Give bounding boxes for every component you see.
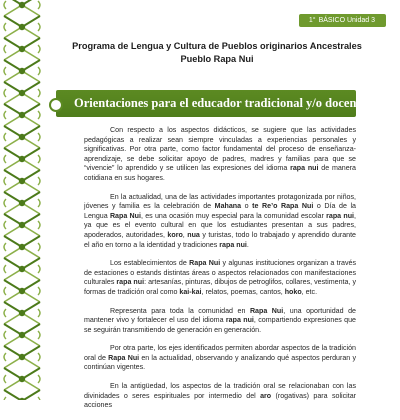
lattice-curl (38, 287, 40, 295)
bold-term: rapa nui (219, 240, 247, 249)
lattice-knot (19, 266, 25, 272)
lattice-curl (4, 331, 6, 339)
text-run: . (246, 240, 249, 249)
lattice-curl (38, 45, 40, 53)
lattice-curl (4, 67, 6, 75)
lattice-curl (4, 287, 6, 295)
text-run: Por otra parte, los ejes identificados permiten abordar aspectos de la tradición oral de (84, 344, 356, 362)
bold-term: aro (260, 391, 272, 400)
bold-term: Rapa Nui (249, 306, 284, 315)
grade-label: 1° (308, 17, 316, 24)
lattice-curl (38, 111, 40, 119)
lattice-curl (4, 133, 6, 141)
bold-term: rapa nui (326, 211, 354, 220)
bold-term: Mahana (214, 202, 242, 211)
section-banner (56, 90, 367, 117)
text-run: en la actualidad, observando y analizando qué aspectos perduran y continúan vigentes. (84, 353, 356, 372)
text-run: , ya que es el evento cultural en que los estudiantes presentan a sus padres, apoderados, autoridades, (84, 211, 356, 239)
text-run: , (182, 230, 188, 239)
text-run: y turistas, todo lo trabajado y aprendido durante el año en torno a la identidad y tradiciones (84, 230, 356, 249)
bold-term: te Re’o Rapa Nui (252, 202, 314, 211)
lattice-curl (38, 177, 40, 185)
lattice-curl (4, 353, 6, 361)
lattice-curl (4, 309, 6, 317)
lattice-curl (4, 265, 6, 273)
lattice-knot (19, 178, 25, 184)
lattice-curl (4, 1, 6, 9)
lattice-curl (38, 309, 40, 317)
text-run: , una oportunidad de mantener vivo y fortalecer el uso del idioma (84, 306, 356, 325)
lattice-curl (4, 177, 6, 185)
lattice-knot (19, 156, 25, 162)
lattice-curl (38, 155, 40, 163)
lattice-knot (19, 288, 25, 294)
unit-tab (299, 14, 386, 27)
text-run: , etc. (301, 287, 318, 296)
text-run: , compartiendo expresiones que se seguirán transmitiendo de generación en generación. (84, 316, 357, 334)
lattice-curl (38, 221, 40, 229)
text-run: Los establecimientos de (110, 259, 190, 268)
program-subtitle: Pueblo Rapa Nui (180, 54, 254, 64)
lattice-knot (19, 200, 25, 206)
text-run: : artesanías, pinturas, dibujos de petroglifos, collares, vestimenta, y formas de tradición oral como (84, 278, 356, 296)
bold-term: koro (167, 230, 183, 239)
unit-label: BÁSICO Unidad 3 (318, 17, 375, 24)
paragraph (84, 382, 356, 411)
lattice-knot (19, 68, 25, 74)
lattice-curl (4, 111, 6, 119)
lattice-knot (19, 310, 25, 316)
lattice-curl (38, 353, 40, 361)
section-title: Orientaciones para el educador tradicional y/o docente (74, 96, 367, 110)
lattice-curl (4, 23, 6, 31)
text-run: o Día de la Lengua (84, 202, 356, 220)
lattice-knot (19, 244, 25, 250)
bold-term: Rapa Nui (189, 259, 221, 268)
text-run: (rogativas) para solicitar acciones (84, 391, 356, 410)
bold-term: Rapa Nui (108, 353, 140, 362)
paragraph (84, 344, 356, 373)
text-run: Representa para toda la comunidad en (110, 306, 250, 315)
lattice-knot (19, 332, 25, 338)
lattice-knot (19, 222, 25, 228)
paragraph (84, 259, 356, 297)
lattice-knot (19, 376, 25, 382)
paragraph (84, 193, 356, 251)
bold-term: Rapa Nui (109, 211, 141, 220)
lattice-curl (4, 45, 6, 53)
bold-term: hoko (284, 287, 302, 296)
text-run: , relatos, poemas, cantos, (201, 287, 285, 296)
lattice-knot (19, 24, 25, 30)
lattice-curl (38, 133, 40, 141)
lattice-knot (19, 2, 25, 8)
bold-term: nua (187, 230, 200, 239)
text-run: En la antigüedad, los aspectos de la tradición oral se relacionaban con las divinidades o seres espirituales por intermedio del (84, 382, 356, 400)
program-header (58, 40, 376, 66)
lattice-curl (38, 89, 40, 97)
lattice-curl (4, 375, 6, 383)
lattice-curl (38, 265, 40, 273)
lattice-curl (38, 23, 40, 31)
text-run: y algunas instituciones organizan a través de estaciones o estands distintas áreas o aspectos relacionados con manifestaciones culturales (84, 259, 356, 287)
decorative-border (0, 0, 44, 400)
bold-term: rapa nui (225, 316, 254, 325)
text-run: o (241, 202, 253, 211)
lattice-knot (19, 90, 25, 96)
text-run: En la actualidad, una de las actividades importantes protagonizada por niños, jóvenes y familia es la celebración de (84, 192, 356, 211)
program-title: Programa de Lengua y Cultura de Pueblos originarios Ancestrales (72, 41, 362, 51)
lattice-curl (38, 1, 40, 9)
bold-term: rapa nui (116, 278, 145, 287)
text-run: Con respecto a los aspectos didácticos, se sugiere que las actividades pedagógicas a realizar sean siempre vinculadas a experiencias personales y significativas. Por otra parte, como factor fundamental del proceso de enseñanza-aprendizaje, se debe solicitar apoyo de padres, madres y familias para que se “vivencie” lo aprendido y se utilicen las expresiones del idioma (84, 126, 356, 173)
text-run: de manera cotidiana en sus hogares. (84, 164, 356, 182)
lattice-curl (4, 221, 6, 229)
lattice-curl (38, 199, 40, 207)
text-run: , es una ocasión muy especial para la comunidad escolar (140, 211, 327, 220)
lattice-curl (4, 243, 6, 251)
lattice-curl (4, 199, 6, 207)
lattice-knot (19, 46, 25, 52)
lattice-curl (4, 155, 6, 163)
paragraph (84, 126, 356, 184)
lattice-knot (19, 354, 25, 360)
body-text (84, 126, 356, 420)
bold-term: rapa nui (290, 164, 319, 173)
lattice-knot (19, 134, 25, 140)
lattice-curl (38, 243, 40, 251)
lattice-curl (38, 375, 40, 383)
lattice-curl (38, 67, 40, 75)
bold-term: kai-kai (179, 287, 202, 296)
lattice-curl (38, 331, 40, 339)
paragraph (84, 307, 356, 336)
lattice-curl (4, 89, 6, 97)
lattice-knot (19, 112, 25, 118)
